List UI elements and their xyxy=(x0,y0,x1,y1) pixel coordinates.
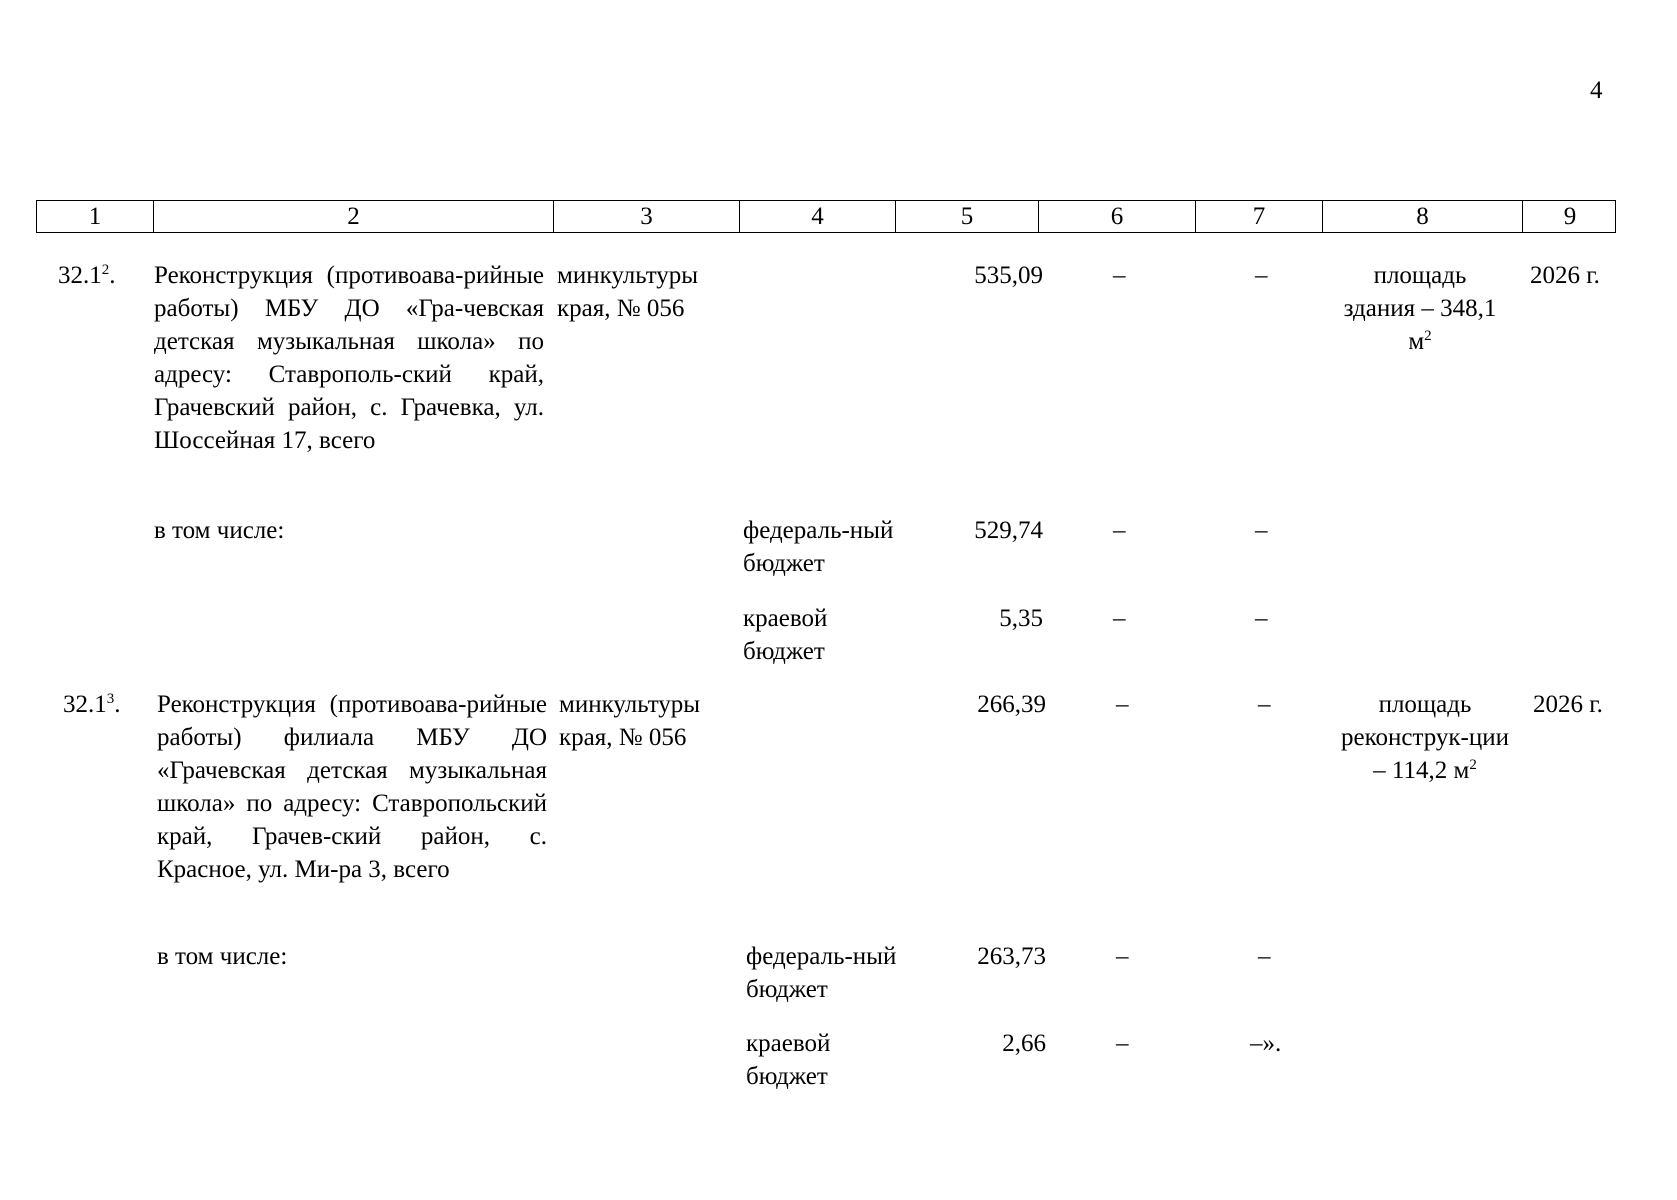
year: 2026 г. xyxy=(1530,262,1600,289)
regional-budget-amount: 5,35 xyxy=(999,605,1043,632)
federal-budget-label: федераль-ный бюджет xyxy=(743,517,894,577)
regional-col6: – xyxy=(1116,1030,1129,1057)
result-indicator: площадь реконструк-ции – 114,2 $м^2$ xyxy=(1341,691,1509,784)
header-col-6: 6 xyxy=(1038,201,1195,232)
row-number: 32.1$^3$. xyxy=(63,691,121,718)
including-label: в том числе: xyxy=(154,517,285,544)
regional-col6: – xyxy=(1113,605,1126,632)
regional-col7: – xyxy=(1255,605,1268,632)
header-col-5: 5 xyxy=(895,201,1038,232)
row-number: 32.1$^2$. xyxy=(58,262,116,289)
col7-value: – xyxy=(1258,691,1271,718)
regional-budget-amount: 2,66 xyxy=(1002,1030,1046,1057)
ministry: минкультуры края, № 056 xyxy=(557,262,699,322)
year: 2026 г. xyxy=(1533,691,1603,718)
col6-value: – xyxy=(1116,691,1129,718)
regional-budget-label: краевой бюджет xyxy=(743,605,828,665)
header-col-4: 4 xyxy=(739,201,895,232)
federal-budget-amount: 529,74 xyxy=(974,517,1043,544)
federal-budget-label: федераль-ный бюджет xyxy=(746,943,897,1003)
federal-col6: – xyxy=(1116,943,1129,970)
page-number: 4 xyxy=(1590,77,1603,104)
header-col-3: 3 xyxy=(553,201,739,232)
total-amount: 266,39 xyxy=(977,691,1046,718)
regional-budget-label: краевой бюджет xyxy=(746,1030,831,1090)
result-indicator: площадь здания – 348,1 $м^2$ xyxy=(1343,262,1497,355)
federal-col7: – xyxy=(1258,943,1271,970)
total-amount: 535,09 xyxy=(974,262,1043,289)
object-name: Реконструкция (противоава-рийные работы) МБУ ДО «Гра-чевская детская музыкальная школа» по адресу: Ставрополь-ский край, Грачевский район, с. Грачевка, ул. Шоссейная 17, всего xyxy=(154,262,544,454)
header-col-8: 8 xyxy=(1322,201,1522,232)
ministry: минкультуры края, № 056 xyxy=(559,691,701,751)
table-header xyxy=(36,200,1616,233)
including-label: в том числе: xyxy=(157,943,288,970)
header-col-7: 7 xyxy=(1195,201,1322,232)
federal-col7: – xyxy=(1255,517,1268,544)
header-col-2: 2 xyxy=(153,201,553,232)
col6-value: – xyxy=(1113,262,1126,289)
regional-col7: –». xyxy=(1250,1030,1282,1057)
federal-budget-amount: 263,73 xyxy=(977,943,1046,970)
header-col-9: 9 xyxy=(1522,201,1617,232)
header-col-1: 1 xyxy=(88,203,102,230)
col7-value: – xyxy=(1255,262,1268,289)
object-name: Реконструкция (противоава-рийные работы) филиала МБУ ДО «Грачевская детская музыкальная школа» по адресу: Ставропольский край, Грачев-ский район, с. Красное, ул. Ми-ра 3, всего xyxy=(157,691,547,883)
federal-col6: – xyxy=(1113,517,1126,544)
